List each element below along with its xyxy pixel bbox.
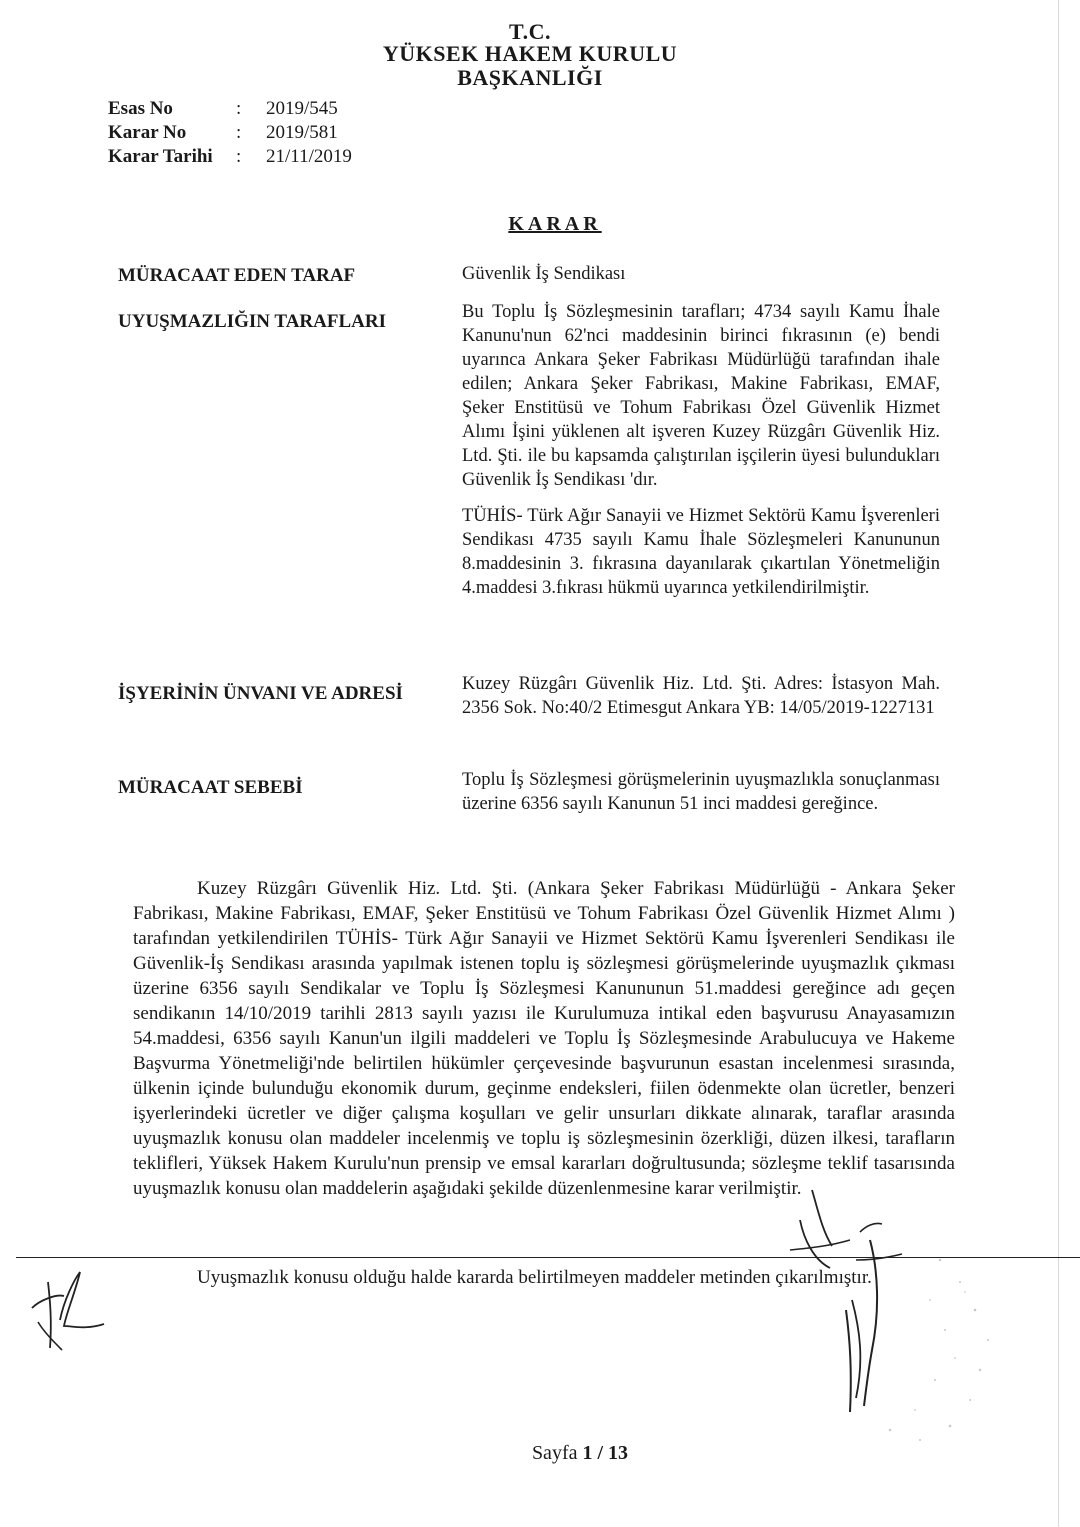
meta-key: Karar Tarihi — [108, 146, 213, 167]
section-paragraph: TÜHİS- Türk Ağır Sanayii ve Hizmet Sektörü Kamu İşverenleri Sendikası 4735 sayılı Kamu İhale Sözleşmeleri Kanununun 8.maddesinin 3. fıkrasına dayanılarak çıkartılan Yönetmeliğin 4.maddesi 3.fıkrası hükmü uyarınca yetkilendirilmiştir. — [462, 506, 940, 598]
decision-title: KARAR — [508, 213, 602, 235]
section-paragraph: Güvenlik İş Sendikası — [462, 264, 626, 284]
section-label-parties: UYUŞMAZLIĞIN TARAFLARI — [118, 311, 386, 332]
meta-karar-no — [108, 121, 338, 145]
section-paragraph: Bu Toplu İş Sözleşmesinin tarafları; 4734 sayılı Kamu İhale Kanunu'nun 62'nci maddesinin birinci fıkrasının (e) bendi uyarınca Ankara Şeker Fabrikası Müdürlüğü tarafından ihale edilen; Ankara Şeker Fabrikası, Makine Fabrikası, EMAF, Şeker Enstitüsü ve Tohum Fabrikası Özel Güvenlik Hizmet Alımı İşini yüklenen alt işveren Kuzey Rüzgârı Güvenlik Hiz. Ltd. Şti. ile bu kapsamda çalıştırılan işçilerin üyesi bulundukları Güvenlik İş Sendikası 'dır. — [462, 302, 940, 490]
meta-colon: : — [236, 146, 242, 167]
page-current: 1 — [582, 1442, 593, 1464]
meta-karar-tarihi — [108, 145, 352, 169]
header-organization: YÜKSEK HAKEM KURULU — [382, 41, 678, 66]
section-paragraph: Kuzey Rüzgârı Güvenlik Hiz. Ltd. Şti. Adres: İstasyon Mah. 2356 Sok. No:40/2 Etimesgut Ankara YB: 14/05/2019-1227131 — [462, 674, 940, 718]
page-label: Sayfa — [531, 1442, 578, 1464]
section-text-workplace — [462, 672, 940, 720]
section-paragraph: Toplu İş Sözleşmesi görüşmelerinin uyuşmazlıkla sonuçlanması üzerine 6356 sayılı Kanunun 51 inci maddesi gereğince. — [462, 770, 940, 814]
page-total: 13 — [608, 1442, 629, 1464]
section-text-parties — [462, 300, 940, 600]
handwritten-initials-icon — [20, 1260, 110, 1360]
scan-edge-line — [1058, 0, 1059, 1527]
meta-colon: : — [236, 122, 242, 143]
meta-esas-no — [108, 97, 338, 121]
section-label-workplace: İŞYERİNİN ÜNVANI VE ADRESİ — [118, 683, 403, 704]
meta-value: 21/11/2019 — [266, 146, 352, 167]
meta-value: 2019/581 — [266, 122, 338, 143]
page-number — [500, 1442, 660, 1465]
handwritten-signature-icon — [760, 1150, 970, 1450]
header-department: BAŞKANLIĞI — [457, 65, 603, 90]
section-label-applicant: MÜRACAAT EDEN TARAF — [118, 265, 356, 286]
meta-value: 2019/545 — [266, 98, 338, 119]
header-country: T.C. — [509, 19, 551, 44]
section-text-applicant — [462, 262, 940, 286]
meta-key: Karar No — [108, 122, 187, 143]
meta-key: Esas No — [108, 98, 173, 119]
meta-colon: : — [236, 98, 242, 119]
section-text-reason — [462, 768, 940, 816]
body-paragraph-closing: Uyuşmazlık konusu olduğu halde kararda belirtilmeyen maddeler metinden çıkarılmıştır. — [197, 1267, 872, 1288]
body-paragraph: Kuzey Rüzgârı Güvenlik Hiz. Ltd. Şti. (Ankara Şeker Fabrikası Müdürlüğü - Ankara Şeker Fabrikası, Makine Fabrikası, EMAF, Şeker Enstitüsü ve Tohum Fabrikası Özel Güvenlik Hizmet Alımı ) tarafından yetkilendirilen TÜHİS- Türk Ağır Sanayii ve Hizmet Sektörü Kamu İşverenleri Sendikası ile Güvenlik-İş Sendikası arasında yapılmak istenen toplu iş sözleşmesi görüşmelerinde uyuşmazlık çıkması üzerine 6356 sayılı Sendikalar ve Toplu İş Sözleşmesi Kanununun 51.maddesi gereğince adı geçen sendikanın 14/10/2019 tarihli 2813 sayılı yazısı ile Kurulumuza intikal eden başvurusu Anayasamızın 54.maddesi, 6356 sayılı Kanun'un ilgili maddeleri ve Toplu İş Sözleşmesinde Arabulucuya ve Hakeme Başvurma Yönetmeliği'nde belirtilen hükümler çerçevesinde başvurunun esastan incelenmesi sırasında, ülkenin içinde bulunduğu ekonomik durum, geçinme endeksleri, fiilen ödenmekte olan ücretler, benzeri işyerlerindeki ücretler ve diğer çalışma koşulları ve gelir unsurları dikkate alınarak, taraflar arasında uyuşmazlık konusu olan maddeler incelenmiş ve toplu iş sözleşmesinin özerkliği, düzen ilkesi, tarafların teklifleri, Yüksek Hakem Kurulu'nun prensip ve emsal kararları doğrultusunda; sözleşme teklif tasarısında uyuşmazlık konusu olan maddelerin aşağıdaki şekilde düzenlenmesine karar verilmiştir. — [133, 878, 955, 1199]
page-separator: / — [597, 1442, 604, 1464]
section-label-reason: MÜRACAAT SEBEBİ — [118, 777, 303, 798]
